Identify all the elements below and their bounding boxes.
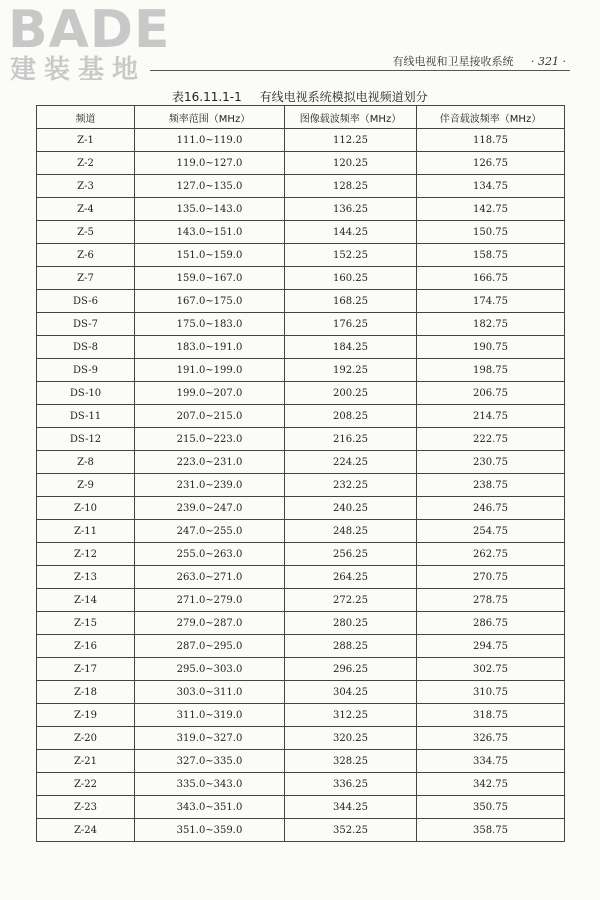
table-title: 有线电视系统模拟电视频道划分 xyxy=(259,90,428,104)
table-row xyxy=(37,497,565,520)
cell-video-carrier: 224.25 xyxy=(285,451,417,474)
table-row xyxy=(37,543,565,566)
cell-video-carrier: 296.25 xyxy=(285,658,417,681)
cell-video-carrier: 352.25 xyxy=(285,819,417,842)
header-audio-carrier: 伴音载波频率（MHz） xyxy=(417,106,565,129)
cell-channel: DS-8 xyxy=(37,336,135,359)
cell-audio-carrier: 294.75 xyxy=(417,635,565,658)
cell-video-carrier: 232.25 xyxy=(285,474,417,497)
cell-audio-carrier: 286.75 xyxy=(417,612,565,635)
cell-frequency-range: 151.0~159.0 xyxy=(135,244,285,267)
cell-channel: Z-17 xyxy=(37,658,135,681)
cell-channel: Z-9 xyxy=(37,474,135,497)
cell-frequency-range: 263.0~271.0 xyxy=(135,566,285,589)
cell-frequency-range: 271.0~279.0 xyxy=(135,589,285,612)
cell-audio-carrier: 302.75 xyxy=(417,658,565,681)
cell-audio-carrier: 230.75 xyxy=(417,451,565,474)
running-head xyxy=(393,53,566,69)
table-row xyxy=(37,405,565,428)
cell-video-carrier: 264.25 xyxy=(285,566,417,589)
table-row xyxy=(37,313,565,336)
cell-channel: Z-3 xyxy=(37,175,135,198)
cell-channel: Z-12 xyxy=(37,543,135,566)
cell-audio-carrier: 358.75 xyxy=(417,819,565,842)
table-row xyxy=(37,681,565,704)
cell-audio-carrier: 350.75 xyxy=(417,796,565,819)
table-row xyxy=(37,750,565,773)
cell-frequency-range: 215.0~223.0 xyxy=(135,428,285,451)
cell-channel: Z-2 xyxy=(37,152,135,175)
cell-audio-carrier: 318.75 xyxy=(417,704,565,727)
cell-channel: Z-14 xyxy=(37,589,135,612)
cell-frequency-range: 351.0~359.0 xyxy=(135,819,285,842)
cell-audio-carrier: 270.75 xyxy=(417,566,565,589)
cell-audio-carrier: 150.75 xyxy=(417,221,565,244)
cell-video-carrier: 128.25 xyxy=(285,175,417,198)
cell-channel: DS-9 xyxy=(37,359,135,382)
table-row xyxy=(37,290,565,313)
cell-video-carrier: 328.25 xyxy=(285,750,417,773)
cell-channel: Z-24 xyxy=(37,819,135,842)
table-row xyxy=(37,382,565,405)
table-row xyxy=(37,198,565,221)
table-row xyxy=(37,451,565,474)
cell-frequency-range: 239.0~247.0 xyxy=(135,497,285,520)
cell-frequency-range: 247.0~255.0 xyxy=(135,520,285,543)
cell-video-carrier: 120.25 xyxy=(285,152,417,175)
cell-frequency-range: 327.0~335.0 xyxy=(135,750,285,773)
cell-audio-carrier: 326.75 xyxy=(417,727,565,750)
cell-video-carrier: 272.25 xyxy=(285,589,417,612)
cell-video-carrier: 344.25 xyxy=(285,796,417,819)
table-row xyxy=(37,474,565,497)
cell-channel: DS-10 xyxy=(37,382,135,405)
cell-audio-carrier: 198.75 xyxy=(417,359,565,382)
cell-video-carrier: 176.25 xyxy=(285,313,417,336)
cell-channel: Z-23 xyxy=(37,796,135,819)
cell-channel: Z-5 xyxy=(37,221,135,244)
cell-frequency-range: 279.0~287.0 xyxy=(135,612,285,635)
cell-frequency-range: 231.0~239.0 xyxy=(135,474,285,497)
cell-frequency-range: 143.0~151.0 xyxy=(135,221,285,244)
cell-video-carrier: 256.25 xyxy=(285,543,417,566)
table-row xyxy=(37,244,565,267)
cell-frequency-range: 191.0~199.0 xyxy=(135,359,285,382)
cell-channel: Z-4 xyxy=(37,198,135,221)
table-row xyxy=(37,221,565,244)
table-row xyxy=(37,566,565,589)
cell-video-carrier: 280.25 xyxy=(285,612,417,635)
cell-audio-carrier: 158.75 xyxy=(417,244,565,267)
table-number: 表16.11.1-1 xyxy=(172,90,242,104)
cell-video-carrier: 208.25 xyxy=(285,405,417,428)
cell-channel: Z-7 xyxy=(37,267,135,290)
cell-video-carrier: 288.25 xyxy=(285,635,417,658)
cell-frequency-range: 343.0~351.0 xyxy=(135,796,285,819)
cell-channel: Z-21 xyxy=(37,750,135,773)
page-number: · 321 · xyxy=(531,55,566,68)
cell-channel: Z-11 xyxy=(37,520,135,543)
cell-video-carrier: 160.25 xyxy=(285,267,417,290)
cell-audio-carrier: 342.75 xyxy=(417,773,565,796)
table-row xyxy=(37,129,565,152)
table-row xyxy=(37,819,565,842)
cell-audio-carrier: 134.75 xyxy=(417,175,565,198)
cell-audio-carrier: 118.75 xyxy=(417,129,565,152)
table-row xyxy=(37,658,565,681)
cell-video-carrier: 200.25 xyxy=(285,382,417,405)
table-row xyxy=(37,520,565,543)
cell-channel: Z-10 xyxy=(37,497,135,520)
cell-audio-carrier: 142.75 xyxy=(417,198,565,221)
cell-frequency-range: 199.0~207.0 xyxy=(135,382,285,405)
cell-channel: Z-19 xyxy=(37,704,135,727)
cell-channel: Z-8 xyxy=(37,451,135,474)
table-row xyxy=(37,704,565,727)
cell-channel: Z-13 xyxy=(37,566,135,589)
table-row xyxy=(37,428,565,451)
cell-frequency-range: 319.0~327.0 xyxy=(135,727,285,750)
cell-audio-carrier: 166.75 xyxy=(417,267,565,290)
cell-frequency-range: 255.0~263.0 xyxy=(135,543,285,566)
cell-video-carrier: 144.25 xyxy=(285,221,417,244)
cell-audio-carrier: 238.75 xyxy=(417,474,565,497)
cell-audio-carrier: 262.75 xyxy=(417,543,565,566)
cell-video-carrier: 320.25 xyxy=(285,727,417,750)
cell-video-carrier: 312.25 xyxy=(285,704,417,727)
cell-frequency-range: 311.0~319.0 xyxy=(135,704,285,727)
cell-audio-carrier: 254.75 xyxy=(417,520,565,543)
table-row xyxy=(37,635,565,658)
header-channel: 频道 xyxy=(37,106,135,129)
cell-frequency-range: 167.0~175.0 xyxy=(135,290,285,313)
table-row xyxy=(37,336,565,359)
cell-audio-carrier: 182.75 xyxy=(417,313,565,336)
cell-frequency-range: 335.0~343.0 xyxy=(135,773,285,796)
table-row xyxy=(37,175,565,198)
cell-audio-carrier: 334.75 xyxy=(417,750,565,773)
cell-video-carrier: 168.25 xyxy=(285,290,417,313)
cell-channel: DS-7 xyxy=(37,313,135,336)
cell-audio-carrier: 310.75 xyxy=(417,681,565,704)
header-video-carrier: 图像载波频率（MHz） xyxy=(285,106,417,129)
cell-audio-carrier: 206.75 xyxy=(417,382,565,405)
cell-video-carrier: 112.25 xyxy=(285,129,417,152)
cell-audio-carrier: 222.75 xyxy=(417,428,565,451)
logo-word: BADE xyxy=(8,0,171,60)
table-row xyxy=(37,359,565,382)
cell-frequency-range: 223.0~231.0 xyxy=(135,451,285,474)
cell-frequency-range: 183.0~191.0 xyxy=(135,336,285,359)
cell-audio-carrier: 246.75 xyxy=(417,497,565,520)
logo-subtitle: 建装基地 xyxy=(10,55,147,85)
cell-video-carrier: 336.25 xyxy=(285,773,417,796)
cell-channel: DS-11 xyxy=(37,405,135,428)
table-row xyxy=(37,773,565,796)
cell-frequency-range: 111.0~119.0 xyxy=(135,129,285,152)
cell-channel: Z-1 xyxy=(37,129,135,152)
cell-video-carrier: 152.25 xyxy=(285,244,417,267)
cell-frequency-range: 303.0~311.0 xyxy=(135,681,285,704)
cell-audio-carrier: 126.75 xyxy=(417,152,565,175)
cell-audio-carrier: 278.75 xyxy=(417,589,565,612)
table-header-row xyxy=(37,106,565,129)
table-row xyxy=(37,727,565,750)
cell-channel: DS-6 xyxy=(37,290,135,313)
channel-table xyxy=(36,105,565,842)
cell-channel: Z-16 xyxy=(37,635,135,658)
cell-frequency-range: 207.0~215.0 xyxy=(135,405,285,428)
header-frequency-range: 频率范围（MHz） xyxy=(135,106,285,129)
cell-frequency-range: 287.0~295.0 xyxy=(135,635,285,658)
cell-video-carrier: 184.25 xyxy=(285,336,417,359)
cell-frequency-range: 175.0~183.0 xyxy=(135,313,285,336)
cell-channel: Z-20 xyxy=(37,727,135,750)
cell-frequency-range: 127.0~135.0 xyxy=(135,175,285,198)
cell-channel: DS-12 xyxy=(37,428,135,451)
cell-frequency-range: 119.0~127.0 xyxy=(135,152,285,175)
cell-channel: Z-18 xyxy=(37,681,135,704)
table-row xyxy=(37,796,565,819)
cell-audio-carrier: 214.75 xyxy=(417,405,565,428)
cell-video-carrier: 216.25 xyxy=(285,428,417,451)
cell-video-carrier: 304.25 xyxy=(285,681,417,704)
cell-channel: Z-6 xyxy=(37,244,135,267)
section-title: 有线电视和卫星接收系统 xyxy=(392,55,514,68)
table-body xyxy=(37,129,565,842)
header-rule xyxy=(150,70,570,71)
cell-frequency-range: 295.0~303.0 xyxy=(135,658,285,681)
watermark-logo xyxy=(8,0,183,86)
cell-channel: Z-22 xyxy=(37,773,135,796)
cell-channel: Z-15 xyxy=(37,612,135,635)
table-row xyxy=(37,152,565,175)
cell-audio-carrier: 174.75 xyxy=(417,290,565,313)
cell-video-carrier: 192.25 xyxy=(285,359,417,382)
cell-video-carrier: 136.25 xyxy=(285,198,417,221)
cell-frequency-range: 159.0~167.0 xyxy=(135,267,285,290)
cell-audio-carrier: 190.75 xyxy=(417,336,565,359)
table-row xyxy=(37,589,565,612)
table-row xyxy=(37,612,565,635)
cell-video-carrier: 240.25 xyxy=(285,497,417,520)
table-row xyxy=(37,267,565,290)
cell-video-carrier: 248.25 xyxy=(285,520,417,543)
cell-frequency-range: 135.0~143.0 xyxy=(135,198,285,221)
table-caption xyxy=(172,88,428,105)
